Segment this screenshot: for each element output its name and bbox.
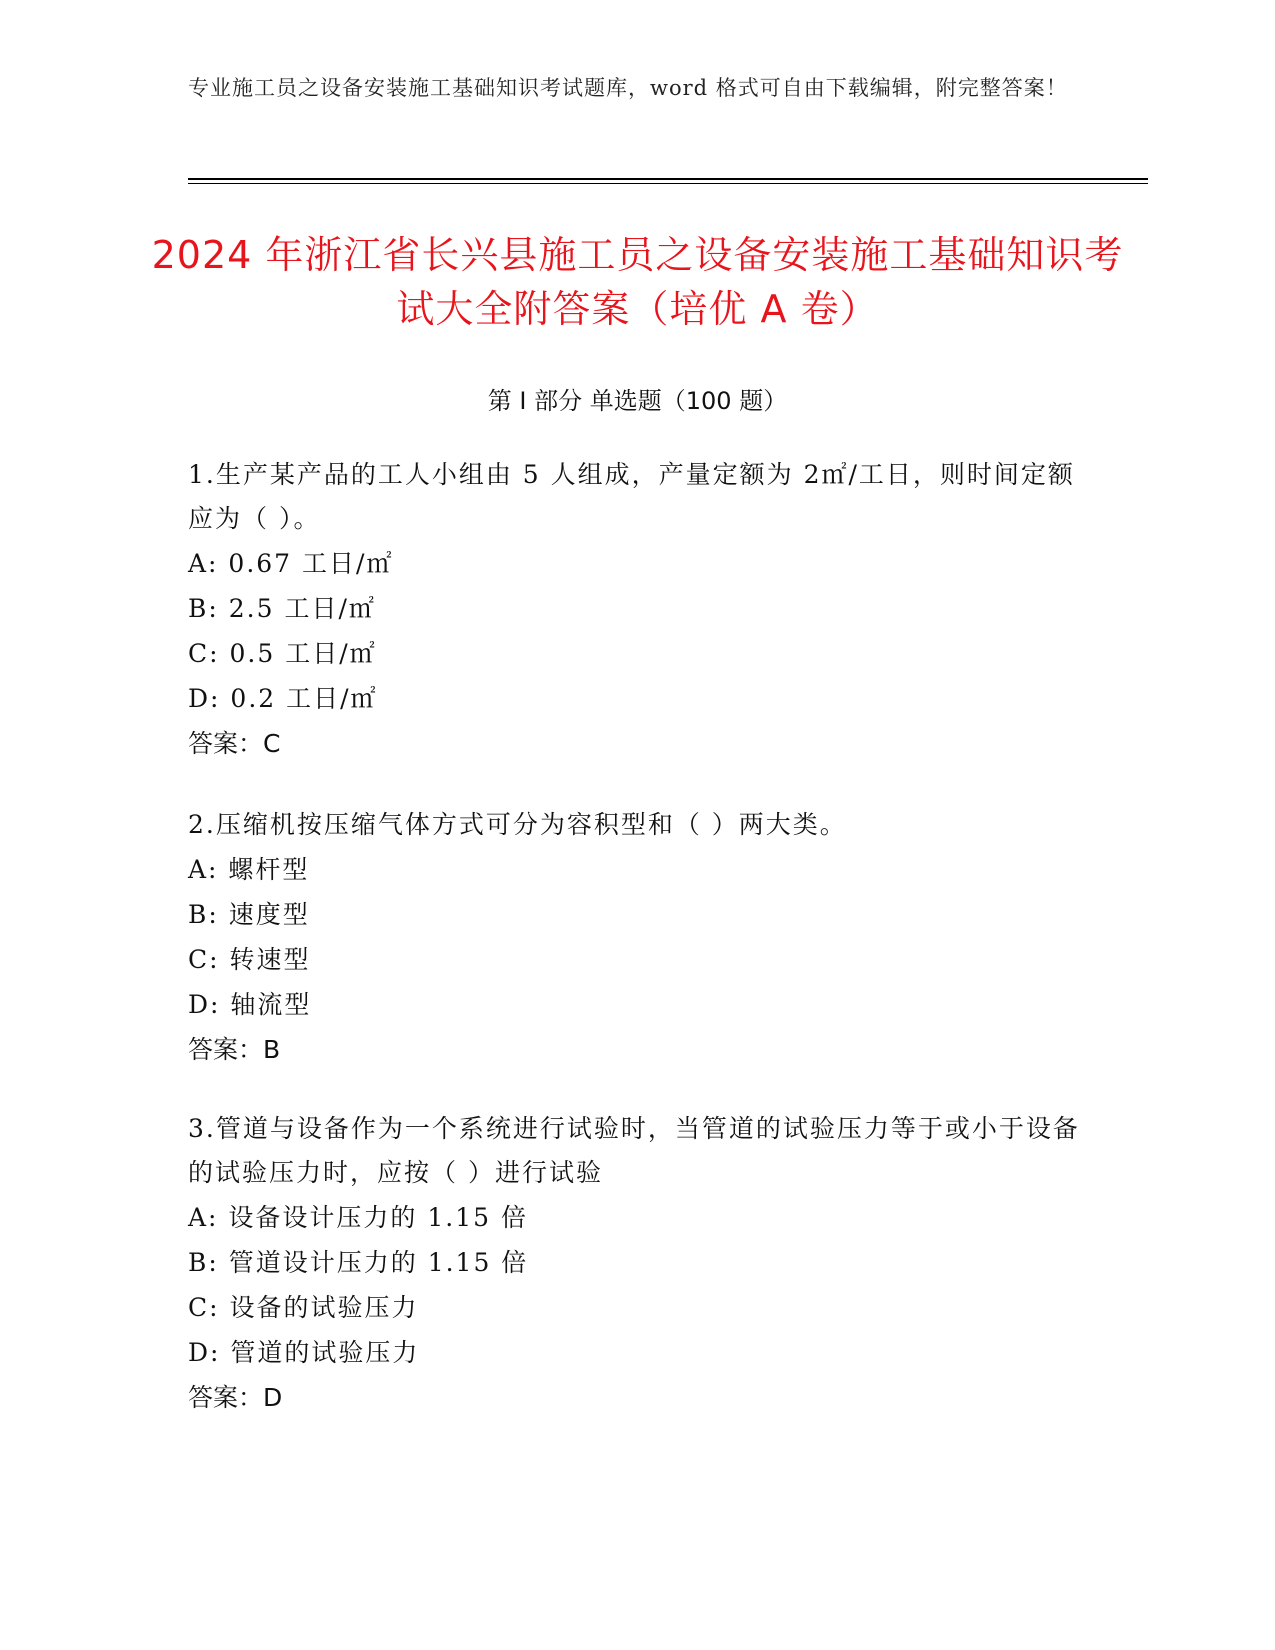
question-1	[188, 453, 1088, 767]
question-3	[188, 1107, 1088, 1421]
option-b: B: 管道设计压力的 1.15 倍	[188, 1248, 529, 1277]
question-stem: 1.生产某产品的工人小组由 5 人组成，产量定额为 2㎡/工日，则时间定额应为（ ）。	[188, 460, 1075, 533]
option-d: D: 0.2 工日/㎡	[188, 684, 378, 713]
section-title: 第 I 部分 单选题（100 题）	[487, 387, 788, 415]
header-rule-thick	[188, 178, 1148, 180]
question-stem: 2.压缩机按压缩气体方式可分为容积型和（ ）两大类。	[188, 810, 847, 839]
option-c: C: 0.5 工日/㎡	[188, 639, 377, 668]
header-rule-thin	[188, 183, 1148, 184]
option-b: B: 2.5 工日/㎡	[188, 594, 376, 623]
option-a: A: 螺杆型	[188, 855, 310, 884]
answer: 答案：C	[188, 729, 281, 758]
answer: 答案：D	[188, 1383, 283, 1412]
document-title: 2024 年浙江省长兴县施工员之设备安装施工基础知识考试大全附答案（培优 A 卷）	[151, 233, 1124, 331]
answer: 答案：B	[188, 1035, 281, 1064]
header-note: 专业施工员之设备安装施工基础知识考试题库，word 格式可自由下载编辑，附完整答案！	[188, 76, 1068, 100]
option-c: C: 转速型	[188, 945, 311, 974]
question-2	[188, 803, 1088, 1073]
option-a: A: 0.67 工日/㎡	[188, 549, 394, 578]
option-d: D: 管道的试验压力	[188, 1338, 420, 1367]
question-stem: 3.管道与设备作为一个系统进行试验时，当管道的试验压力等于或小于设备的试验压力时，应按（ ）进行试验	[188, 1114, 1080, 1187]
option-d: D: 轴流型	[188, 990, 312, 1019]
option-b: B: 速度型	[188, 900, 310, 929]
option-a: A: 设备设计压力的 1.15 倍	[188, 1203, 528, 1232]
option-c: C: 设备的试验压力	[188, 1293, 419, 1322]
